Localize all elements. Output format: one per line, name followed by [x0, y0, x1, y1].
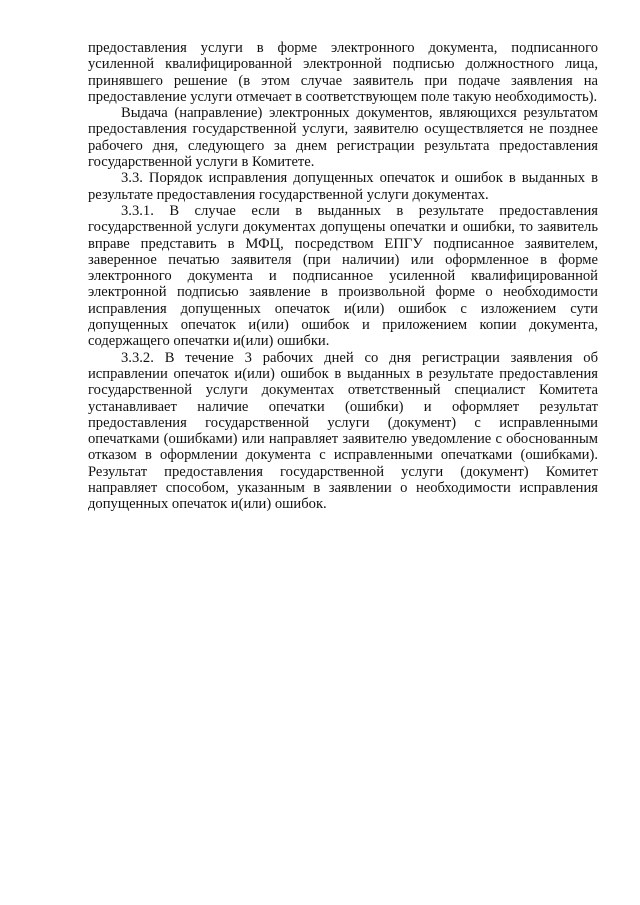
- document-page: [88, 40, 598, 513]
- paragraph-section-3-3: 3.3. Порядок исправления допущенных опечаток и ошибок в выданных в результате предоставления государственной услуги документах.: [88, 170, 598, 203]
- paragraph-section-3-3-1: 3.3.1. В случае если в выданных в результате предоставления государственной услуги документах допущены опечатки и ошибки, то заявитель вправе представить в МФЦ, посредством ЕПГУ подписанное заявителем, заверенное печатью заявителя (при наличии) или оформленное в форме электронного документа и подписанное усиленной квалифицированной электронной подписью заявление в произвольной форме о необходимости исправления допущенных опечаток и(или) ошибок с изложением сути допущенных опечаток и(или) ошибок и приложением копии документа, содержащего опечатки и(или) ошибки.: [88, 202, 598, 350]
- paragraph-issuance: Выдача (направление) электронных документов, являющихся результатом предоставления государственной услуги, заявителю осуществляется не позднее рабочего дня, следующего за днем регистрации результата предоставления государственной услуги в Комитете.: [88, 105, 598, 171]
- paragraph-continuation: предоставления услуги в форме электронного документа, подписанного усиленной квалифицированной электронной подписью должностного лица, принявшего решение (в этом случае заявитель при подаче заявления на предоставление услуги отмечает в соответствующем поле такую необходимость).: [88, 40, 598, 105]
- paragraph-section-3-3-2: 3.3.2. В течение 3 рабочих дней со дня регистрации заявления об исправлении опечаток и(или) ошибок в выданных в результате предоставления государственной услуги документах ответственный специалист Комитета устанавливает наличие опечатки (ошибки) и оформляет результат предоставления государственной услуги (документ) с исправленными опечатками (ошибками) или направляет заявителю уведомление с обоснованным отказом в оформлении документа с исправленными опечатками (ошибками). Результат предоставления государственной услуги (документ) Комитет направляет способом, указанным в заявлении о необходимости исправления допущенных опечаток и(или) ошибок.: [88, 349, 598, 513]
